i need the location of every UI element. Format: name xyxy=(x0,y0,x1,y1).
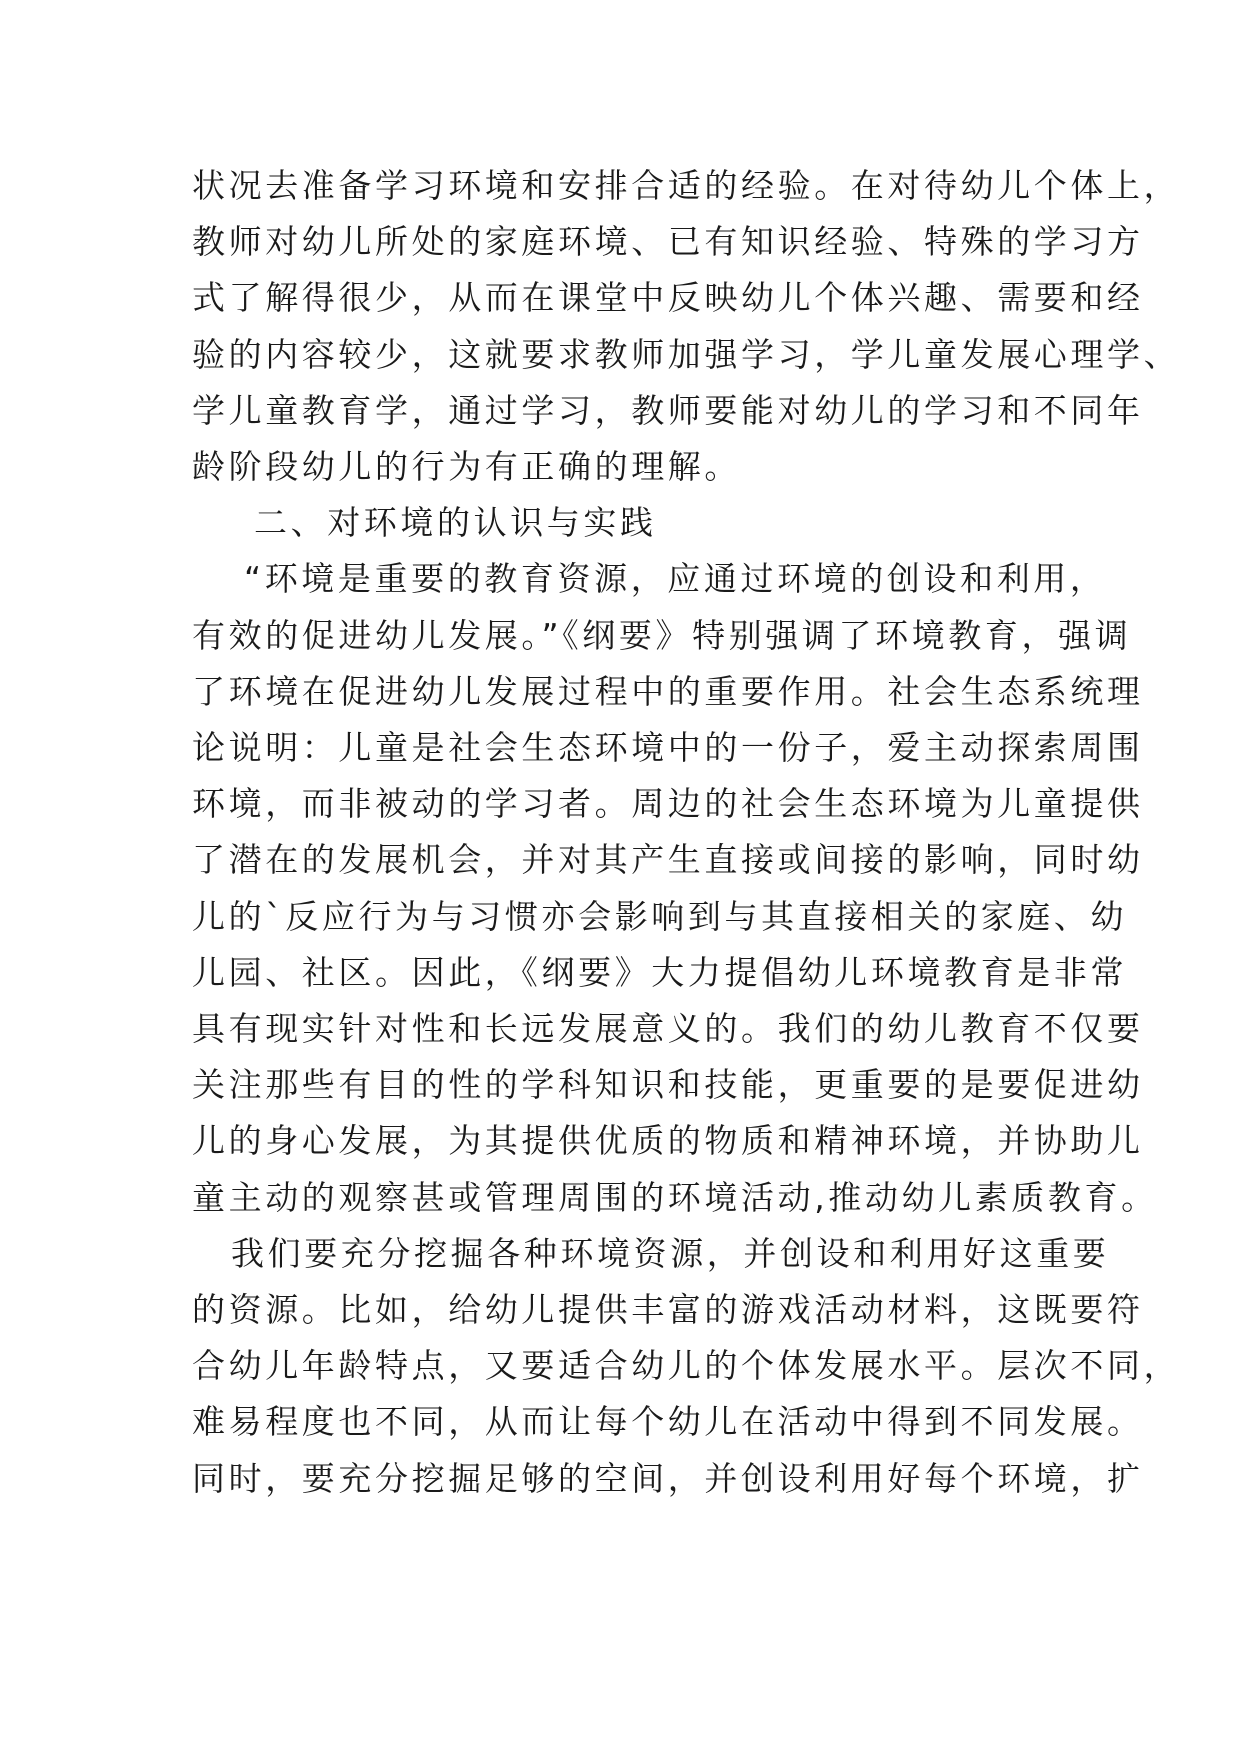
text-line: 儿的`反应行为与习惯亦会影响到与其直接相关的家庭、幼 xyxy=(192,896,1128,936)
text-line: 同时，要充分挖掘足够的空间，并创设利用好每个环境，扩 xyxy=(192,1458,1144,1498)
text-line: 童主动的观察甚或管理周围的环境活动,推动幼儿素质教育。 xyxy=(192,1177,1158,1217)
text-line: 论说明：儿童是社会生态环境中的一份子，爱主动探索周围 xyxy=(192,728,1144,767)
text-line: 式了解得很少，从而在课堂中反映幼儿个体兴趣、需要和经 xyxy=(192,278,1144,318)
text-line: 了环境在促进幼儿发展过程中的重要作用。社会生态系统理 xyxy=(192,671,1144,711)
text-line: 验的内容较少，这就要求教师加强学习，学儿童发展心理学、 xyxy=(192,334,1181,374)
text-line: 合幼儿年龄特点，又要适合幼儿的个体发展水平。层次不同， xyxy=(192,1346,1181,1386)
text-line: 了潜在的发展机会，并对其产生直接或间接的影响，同时幼 xyxy=(192,840,1144,880)
text-line: 环境，而非被动的学习者。周边的社会生态环境为儿童提供 xyxy=(192,784,1144,824)
text-line: 教师对幼儿所处的家庭环境、已有知识经验、特殊的学习方 xyxy=(192,222,1144,262)
text-line: 学儿童教育学，通过学习，教师要能对幼儿的学习和不同年 xyxy=(192,390,1144,430)
text-line: 儿园、社区。因此，《纲要》大力提倡幼儿环境教育是非常 xyxy=(192,952,1128,992)
text-line: “环境是重要的教育资源，应通过环境的创设和利用， xyxy=(244,559,1107,599)
text-line: 难易程度也不同，从而让每个幼儿在活动中得到不同发展。 xyxy=(192,1402,1144,1442)
text-line: 具有现实针对性和长远发展意义的。我们的幼儿教育不仅要 xyxy=(192,1009,1144,1048)
text-line: 关注那些有目的性的学科知识和技能，更重要的是要促进幼 xyxy=(192,1065,1144,1105)
text-line: 有效的促进幼儿发展。”《纲要》特别强调了环境教育，强调 xyxy=(192,615,1132,655)
text-line: 龄阶段幼儿的行为有正确的理解。 xyxy=(192,447,741,486)
text-line: 的资源。比如，给幼儿提供丰富的游戏活动材料，这既要符 xyxy=(192,1290,1144,1329)
section-heading: 二、对环境的认识与实践 xyxy=(254,503,657,543)
text-line: 我们要充分挖掘各种环境资源，并创设和利用好这重要 xyxy=(231,1233,1110,1273)
text-line: 状况去准备学习环境和安排合适的经验。在对待幼儿个体上， xyxy=(192,166,1181,205)
text-line: 儿的身心发展，为其提供优质的物质和精神环境，并协助儿 xyxy=(192,1121,1144,1161)
